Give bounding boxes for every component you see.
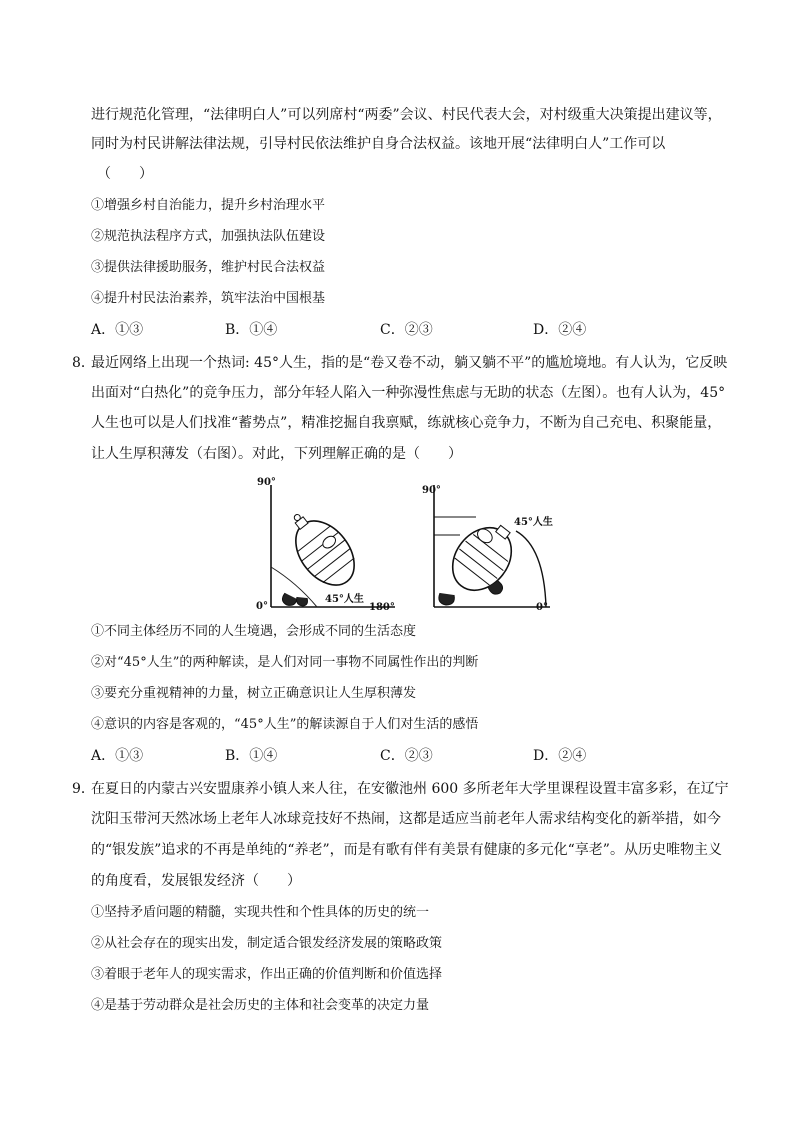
q9-item-1: ①坚持矛盾问题的精髓，实现共性和个性具体的历史的统一	[91, 905, 430, 920]
q9-stem-line-1: 在夏日的内蒙古兴安盟康养小镇人来人往，在安徽池州 600 多所老年大学里课程设置丰富多彩，在辽宁	[91, 781, 729, 797]
q8-item-3: ③要充分重视精神的力量，树立正确意识让人生厚积薄发	[91, 686, 417, 701]
q7-choice-d: D．②④	[533, 322, 587, 338]
left-cartoon-figure	[277, 500, 367, 596]
left-caption: 45°人生	[325, 594, 364, 605]
q8-choice-d: D．②④	[533, 748, 587, 764]
q7-choice-a: A．①③	[91, 322, 144, 338]
figure-right-45-degree-life	[420, 475, 560, 615]
q8-item-2: ②对“45°人生”的两种解读，是人们对同一事物不同属性作出的判断	[91, 655, 479, 670]
right-top-label: 90°	[422, 485, 441, 496]
q9-stem-line-4: 的角度看，发展银发经济（ ）	[91, 873, 301, 889]
q9-stem-line-2: 沈阳玉带河天然冰场上老年人冰球竞技好不热闹，这都是适应当前老年人需求结构变化的新举措，如今	[91, 811, 721, 827]
q7-item-1: ①增强乡村自治能力，提升乡村治理水平	[91, 198, 326, 213]
q9-item-2: ②从社会存在的现实出发，制定适合银发经济发展的策略政策	[91, 936, 443, 951]
q9-number: 9．	[72, 781, 95, 797]
q9-item-4: ④是基于劳动群众是社会历史的主体和社会变革的决定力量	[91, 998, 430, 1013]
q8-choices	[91, 746, 691, 766]
q8-stem-line-4: 让人生厚积薄发（右图）。对此，下列理解正确的是（ ）	[91, 446, 462, 462]
figure-left-45-degree-life	[255, 475, 400, 615]
q8-stem-line-2: 出面对“白热化”的竞争压力，部分年轻人陷入一种弥漫性焦虑与无助的状态（左图）。也有人认为，45°	[91, 385, 726, 401]
q8-stem-line-3: 人生也可以是人们找准“蓄势点”，精准挖掘自我禀赋，练就核心竞争力，不断为自己充电、积聚能量，	[91, 415, 722, 431]
left-end-label: 180°	[369, 602, 395, 613]
q7-answer-blank: （ ）	[97, 166, 153, 182]
q7-stem-line-1: 进行规范化管理，“法律明白人”可以列席村“两委”会议、村民代表大会，对村级重大决策提出建议等，	[91, 107, 722, 123]
right-end-label: 0°	[536, 602, 548, 613]
q7-choice-b: B．①④	[225, 322, 278, 338]
q7-choice-c: C．②③	[380, 322, 433, 338]
q7-item-3: ③提供法律援助服务，维护村民合法权益	[91, 260, 326, 275]
q8-item-1: ①不同主体经历不同的人生境遇，会形成不同的生活态度	[91, 624, 417, 639]
q7-item-2: ②规范执法程序方式，加强执法队伍建设	[91, 229, 326, 244]
q7-stem-line-2: 同时为村民讲解法律法规，引导村民依法维护自身合法权益。该地开展“法律明白人”工作可以	[91, 136, 666, 152]
q9-stem-line-3: 的“银发族”追求的不再是单纯的“养老”，而是有歌有伴有美景有健康的多元化“享老”。从历史唯物主义	[91, 842, 722, 858]
q8-number: 8．	[72, 355, 95, 371]
q8-item-4: ④意识的内容是客观的，“45°人生”的解读源自于人们对生活的感悟	[91, 717, 479, 732]
q8-choice-b: B．①④	[225, 748, 278, 764]
left-origin-label: 0°	[256, 601, 268, 612]
q7-choices	[91, 320, 691, 340]
right-caption: 45°人生	[514, 517, 553, 528]
q9-item-3: ③着眼于老年人的现实需求，作出正确的价值判断和价值选择	[91, 967, 443, 982]
left-top-label: 90°	[257, 477, 276, 488]
q8-choice-a: A．①③	[91, 748, 144, 764]
q7-item-4: ④提升村民法治素养，筑牢法治中国根基	[91, 291, 326, 306]
q8-stem-line-1: 最近网络上出现一个热词: 45°人生，指的是“卷又卷不动，躺又躺不平”的尴尬境地。有人认为，它反映	[91, 355, 728, 371]
q8-choice-c: C．②③	[380, 748, 433, 764]
